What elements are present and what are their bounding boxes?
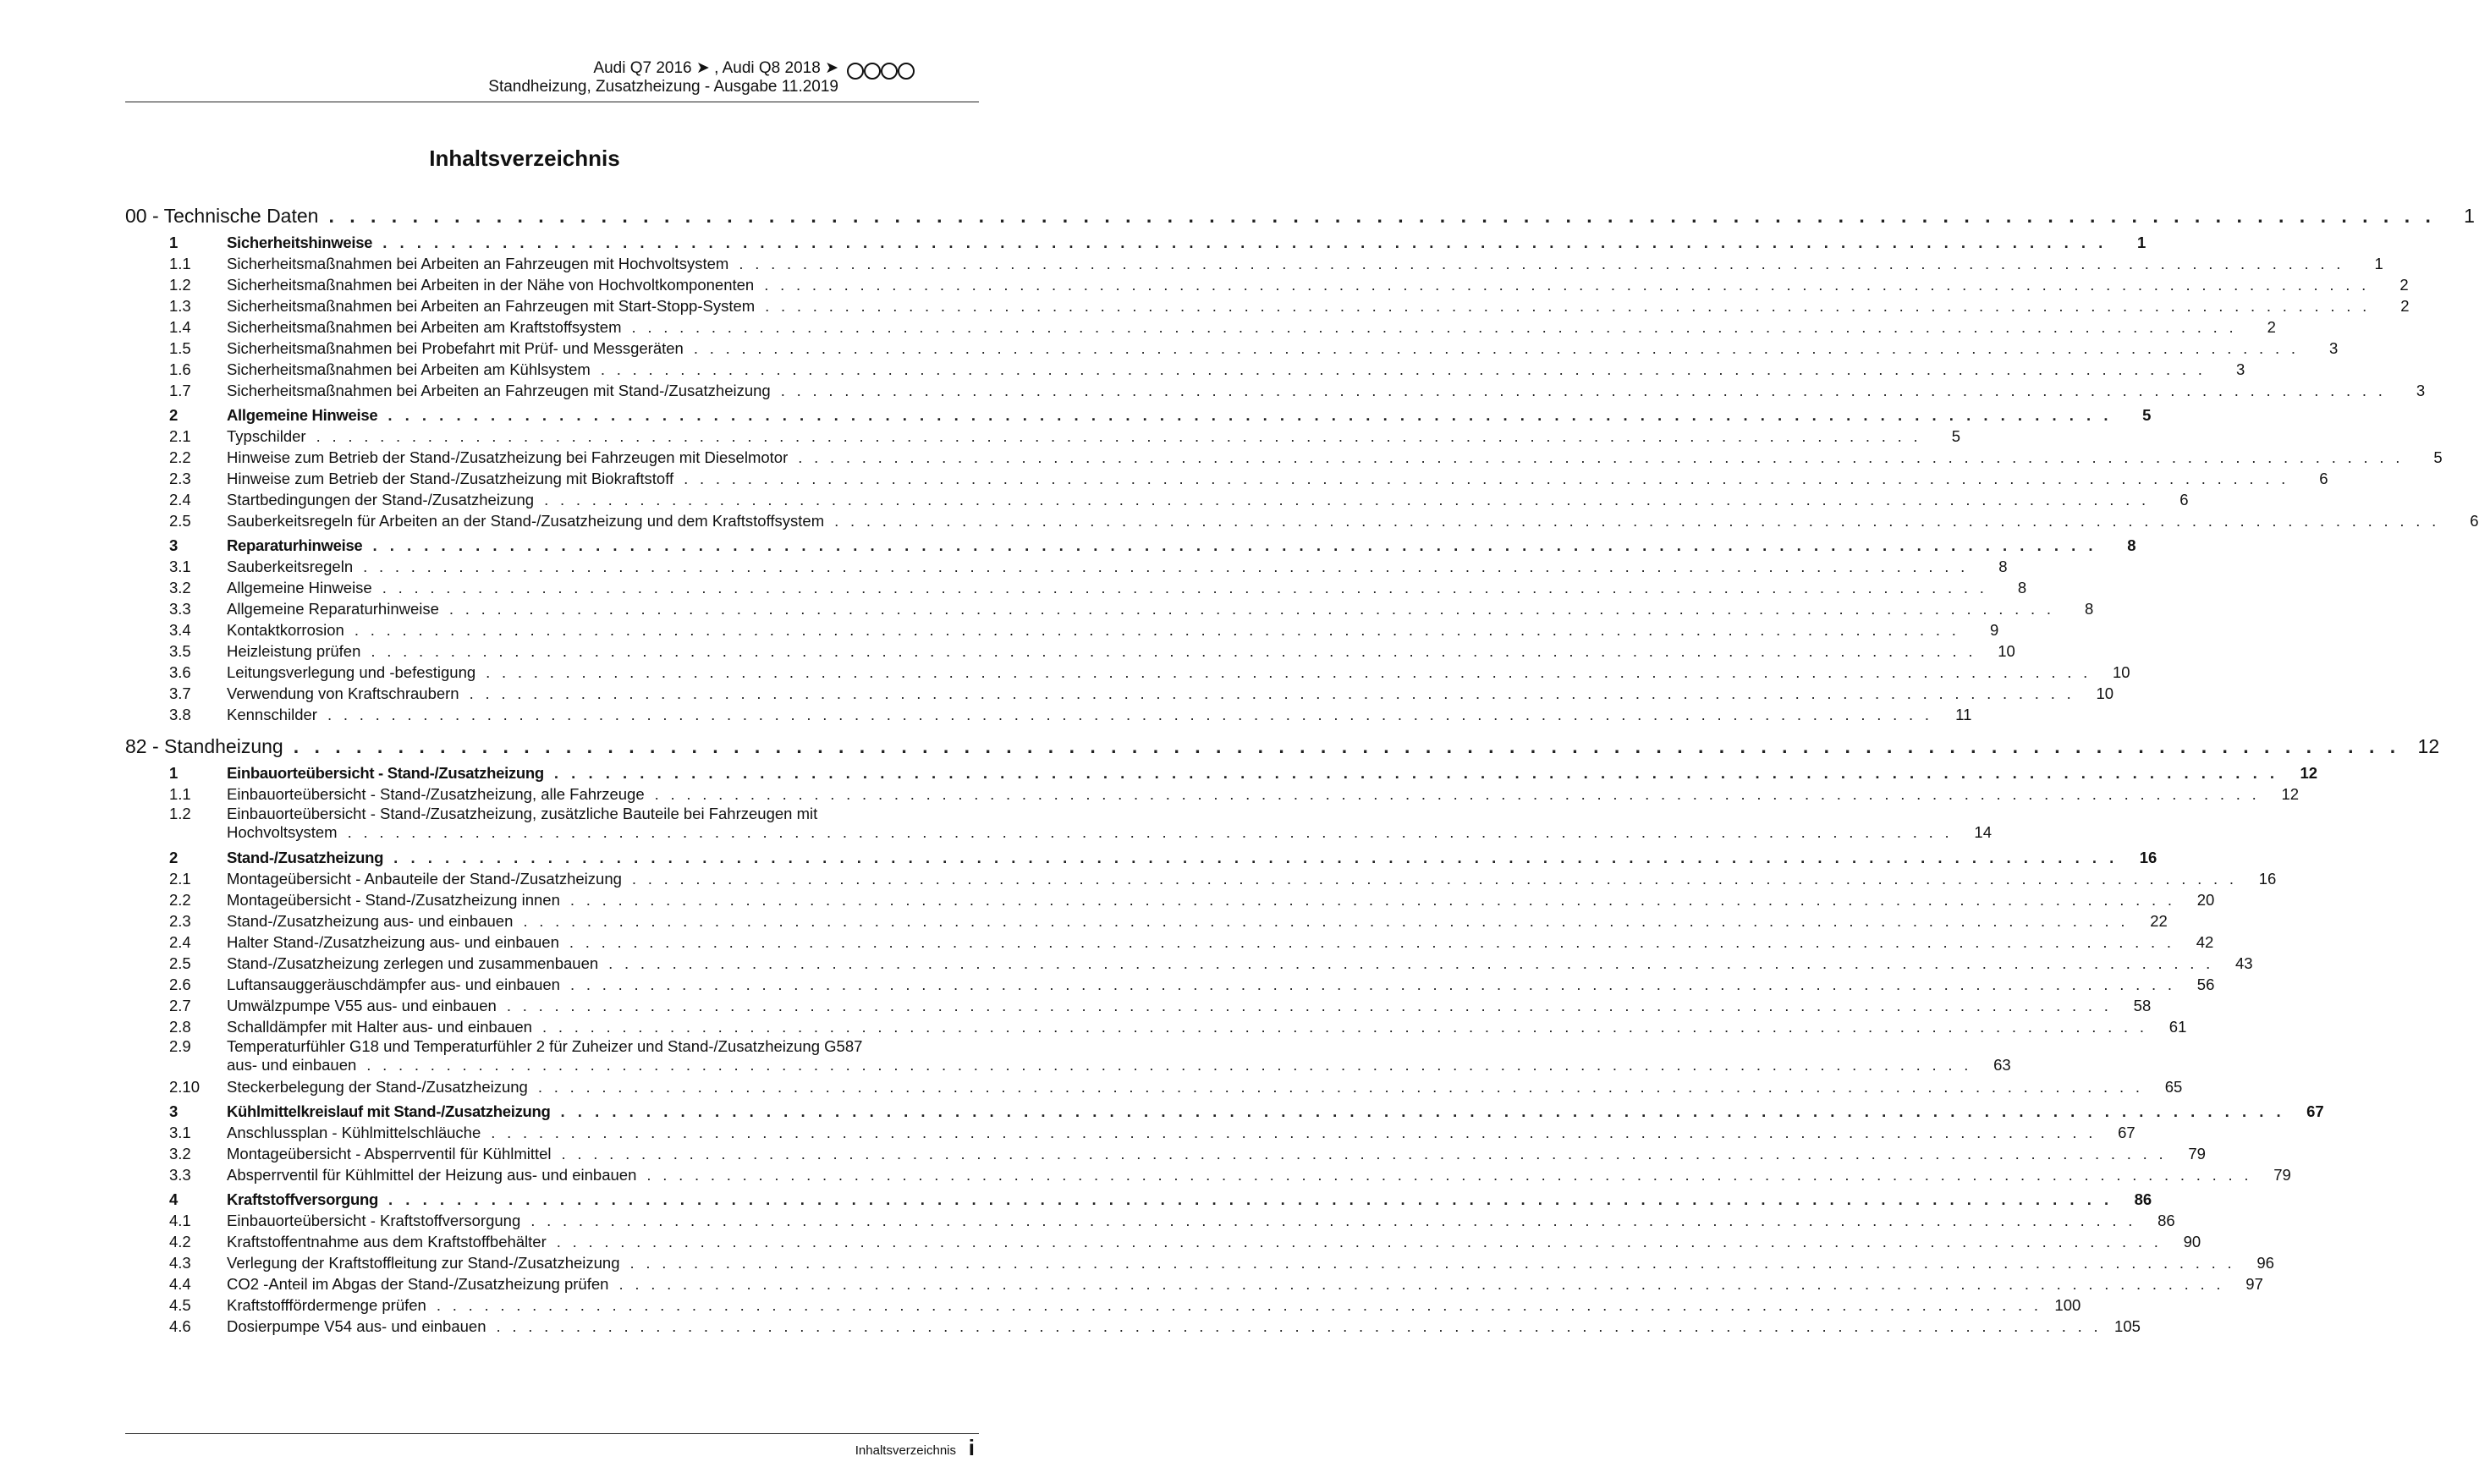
toc-entry[interactable] xyxy=(125,1016,2187,1037)
leader-dots: . . . . . . . . . . . . . . . . . . . . . . . . . . . . . . . . . . . . . . . . . . . . . . . . . . . . . . . . . . . . . . . . . . . . . . . . . . . . . . . . . . . . . . . . . . . . . . . . . . . . . xyxy=(764,276,2370,294)
section-number: 3.6 xyxy=(169,663,191,681)
leader-dots: . . . . . . . . . . . . . . . . . . . . . . . . . . . . . . . . . . . . . . . . . . . . . . . . . . . . . . . . . . . . . . . . . . . . . . . . . . . . . . . . . . . . . . . . . . . . . . . . . . . . . xyxy=(780,382,2387,399)
toc-entry[interactable] xyxy=(125,274,2409,295)
section-title: Heizleistung prüfen xyxy=(227,642,361,660)
section-title: Umwälzpumpe V55 aus- und einbauen xyxy=(227,997,497,1014)
section-number: 1 xyxy=(169,234,179,251)
leader-dots: . . . . . . . . . . . . . . . . . . . . . . . . . . . . . . . . . . . . . . . . . . . . . . . . . . . . . . . . . . . . . . . . . . . . . . . . . . . . . . . . . . . . . . . . . . . . . . . . . . . . . xyxy=(629,1254,2235,1272)
section-title: Sicherheitshinweise xyxy=(227,234,373,251)
section-number: 1.4 xyxy=(169,318,191,336)
section-number: 2.6 xyxy=(169,976,191,993)
leader-dots: . . . . . . . . . . . . . . . . . . . . . . . . . . . . . . . . . . . . . . . . . . . . . . . . . . . . . . . . . . . . . . . . . . . . . . . . . . . . . . . . . . . . . . . . . . . . . . . . . . . . . xyxy=(684,470,2289,487)
section-number: 1.7 xyxy=(169,382,191,399)
leader-dots: . . . . . . . . . . . . . . . . . . . . . . . . . . . . . . . . . . . . . . . . . . . . . . . . . . . . . . . . . . . . . . . . . . . . . . . . . . . . . . . . . . . . . . . . . . . . . . . . . . . . . xyxy=(544,491,2150,508)
toc-section-entry[interactable] xyxy=(125,847,2157,868)
toc-entry[interactable] xyxy=(125,1210,2175,1231)
section-number: 2.5 xyxy=(169,954,191,972)
leader-dots: . . . . . . . . . . . . . . . . . . . . . . . . . . . . . . . . . . . . . . . . . . . . . . . . . . . . . . . . . . . . . . . . . . . . . . . . . . . . . . . . . . . . . . . . . . . . . . . . . . . . . xyxy=(393,849,2119,866)
leader-dots: . . . . . . . . . . . . . . . . . . . . . . . . . . . . . . . . . . . . . . . . . . . . . . . . . . . . . . . . . . . . . . . . . . . . . . . . . . . . . . . . . . . . . . . . . . . . . . . . . . . . . xyxy=(560,1102,2285,1120)
leader-dots: . . . . . . . . . . . . . . . . . . . . . . . . . . . . . . . . . . . . . . . . . . . . . . . . . . . . . . . . . . . . . . . . . . . . . . . . . . . . . . . . . . . . . . . . . . . . . . . . . . . . . xyxy=(496,1317,2102,1335)
section-number: 2 xyxy=(169,406,179,424)
section-number: 1.1 xyxy=(169,785,191,803)
leader-dots: . . . . . . . . . . . . . . . . . . . . . . . . . . . . . . . . . . . . . . . . . . . . . . . . . . . . . . . . . . . . . . . . . . . . . . . . . . . . . . . . . . . . . . . . . . . . . . . . . . . . . xyxy=(486,663,2091,681)
section-title: Schalldämpfer mit Halter aus- und einbauen xyxy=(227,1018,532,1036)
section-number: 3.2 xyxy=(169,1145,191,1162)
section-title: Sicherheitsmaßnahmen bei Probefahrt mit Prüf- und Messgeräten xyxy=(227,339,684,357)
leader-dots: . . . . . . . . . . . . . . . . . . . . . . . . . . . . . . . . . . . . . . . . . . . . . . . . . . . . . . . . . . . . . . . . . . . . . . . . . . . . . . . . . . . . . . . . . . . . . . . . . . . . . xyxy=(316,427,1921,445)
page-number: 6 xyxy=(2179,491,2189,508)
toc-section-entry[interactable] xyxy=(125,535,2136,556)
section-number: 2.3 xyxy=(169,470,191,487)
toc-section-entry[interactable] xyxy=(125,404,2152,426)
section-title: Kühlmittelkreislauf mit Stand-/Zusatzheizung xyxy=(227,1102,551,1120)
page-number: 56 xyxy=(2196,976,2215,993)
toc-entry[interactable] xyxy=(125,1122,2135,1143)
toc-entry[interactable] xyxy=(125,253,2383,274)
section-title: Sicherheitsmaßnahmen bei Arbeiten an Fahrzeugen mit Hochvoltsystem xyxy=(227,255,729,272)
page-number: 9 xyxy=(1989,621,1999,639)
section-number: 1.5 xyxy=(169,339,191,357)
page-number: 10 xyxy=(2113,663,2130,681)
section-title: Kraftstofffördermenge prüfen xyxy=(227,1296,426,1314)
section-number: 3.4 xyxy=(169,621,191,639)
section-title: Sicherheitsmaßnahmen bei Arbeiten am Kraftstoffsystem xyxy=(227,318,622,336)
section-title: Reparaturhinweise xyxy=(227,536,363,554)
section-number: 2.5 xyxy=(169,512,191,530)
section-title: Stand-/Zusatzheizung xyxy=(227,849,384,866)
entry-line xyxy=(169,1056,2011,1075)
section-number: 3.2 xyxy=(169,579,191,596)
section-title: Dosierpumpe V54 aus- und einbauen xyxy=(227,1317,486,1335)
toc-entry[interactable] xyxy=(125,868,2277,889)
footer-label: Inhaltsverzeichnis xyxy=(855,1443,956,1458)
leader-dots: . . . . . . . . . . . . . . . . . . . . . . . . . . . . . . . . . . . . . . . . . . . . . . . . . . . . . . . . . . . . . . . . . . . . . . . . . . . . . . . . . . . . . . . . . . . . . . . . . . . . . xyxy=(631,318,2237,336)
leader-dots: . . . . . . . . . . . . . . . . . . . . . . . . . . . . . . . . . . . . . . . . . . . . . . . . . . . . . . . . . . . . . . . . . . . . . . . . . . . . . . . . . . . . . . . . . . . . . . . . . . . . . xyxy=(739,255,2344,272)
page-number: 10 xyxy=(2096,684,2114,702)
page-title: Inhaltsverzeichnis xyxy=(429,146,620,171)
leader-dots: . . . . . . . . . . . . . . . . . . . . . . . . . . . . . . . . . . . . . . . . . . . . . . . . . . . . . . . . . . . . . . . . . . . . . . . . . . . . . . . . . . . . . . . . . . . . . . . . . . . . . xyxy=(469,684,2075,702)
section-title: Einbauorteübersicht - Stand-/Zusatzheizung xyxy=(227,764,544,782)
page-number: 1 xyxy=(2374,255,2383,272)
page-number: 79 xyxy=(2273,1166,2291,1184)
table-of-contents xyxy=(125,201,2479,1337)
section-title: Temperaturfühler G18 und Temperaturfühler 2 für Zuheizer und Stand-/Zusatzheizung G587 xyxy=(227,1037,863,1055)
section-number: 4 xyxy=(169,1190,179,1208)
page-number: 8 xyxy=(1998,558,2008,575)
page-number: 2 xyxy=(2400,297,2410,315)
section-number: 2.9 xyxy=(169,1037,191,1055)
section-title: Kraftstoffentnahme aus dem Kraftstoffbehälter xyxy=(227,1233,547,1250)
section-title-cont: aus- und einbauen xyxy=(227,1056,357,1074)
page-header xyxy=(488,59,918,96)
page-number: 8 xyxy=(2085,600,2094,618)
page-number: 20 xyxy=(2196,891,2215,909)
section-title: Halter Stand-/Zusatzheizung aus- und einbauen xyxy=(227,933,559,951)
page-number: 58 xyxy=(2133,997,2152,1014)
leader-dots: . . . . . . . . . . . . . . . . . . . . . . . . . . . . . . . . . . . . . . . . . . . . . . . . . . . . . . . . . . . . . . . . . . . . . . . . . . . . . . . . . . . . . . . . . . . . . . . . . . . . . xyxy=(388,406,2113,424)
page-number: 10 xyxy=(1998,642,2015,660)
toc-section-entry[interactable] xyxy=(125,1189,2152,1210)
toc-entry[interactable] xyxy=(125,426,1960,447)
leader-dots: . . . . . . . . . . . . . . . . . . . . . . . . . . . . . . . . . . . . . . . . . . . . . . . . . . . . . . . . . . . . . . . . . . . . . . . . . . . . . . . . . . . . . . . . . . . . . . . . . . . . . xyxy=(354,621,1960,639)
toc-entry[interactable] xyxy=(125,1164,2291,1185)
page-number: 5 xyxy=(2433,448,2443,466)
section-number: 1.3 xyxy=(169,297,191,315)
toc-entry[interactable] xyxy=(125,598,2094,619)
page-number: 96 xyxy=(2256,1254,2274,1272)
section-title: Hinweise zum Betrieb der Stand-/Zusatzheizung bei Fahrzeugen mit Dieselmotor xyxy=(227,448,789,466)
toc-entry[interactable] xyxy=(125,380,2426,401)
toc-entry[interactable] xyxy=(125,910,2168,932)
toc-entry[interactable] xyxy=(125,974,2215,995)
page-number: 105 xyxy=(2114,1317,2141,1335)
page-number: 3 xyxy=(2328,339,2339,357)
toc-chapter-entry[interactable] xyxy=(125,734,2440,759)
section-number: 2.1 xyxy=(169,870,191,888)
leader-dots: . . . . . . . . . . . . . . . . . . . . . . . . . . . . . . . . . . . . . . . . . . . . . . . . . . . . . . . . . . . . . . . . . . . . . . . . . . . . . . . . . . . . . . . . . . . . . . . . . . . . . xyxy=(556,1233,2163,1250)
section-title: Typschilder xyxy=(227,427,306,445)
page-number: 61 xyxy=(2168,1018,2187,1036)
toc-chapter-entry[interactable] xyxy=(125,203,2475,228)
leader-dots: . . . . . . . . . . . . . . . . . . . . . . . . . . . . . . . . . . . . . . . . . . . . . . . . . . . . . . . . . . . . . . . . . . . . . . . . . . . . . . . . . . . . . . . . . . . . . . . . . . . . . xyxy=(600,360,2207,378)
section-title: Kennschilder xyxy=(227,706,317,723)
chapter-spacer xyxy=(125,725,980,732)
page-number: 3 xyxy=(2416,382,2426,399)
section-title: Sauberkeitsregeln für Arbeiten an der Stand-/Zusatzheizung und dem Kraftstoffsystem xyxy=(227,512,825,530)
page-number: 90 xyxy=(2183,1233,2201,1250)
leader-dots: . . . . . . . . . . . . . . . . . . . . . . . . . . . . . . . . . . . . . . . . . . . . . . . . . . . . . . . . . . . . . . . . . . . . . . . . . . . . . . . . . . . . . . . . . . . . . . . . . . . . . xyxy=(448,600,2055,618)
section-title: Stand-/Zusatzheizung aus- und einbauen xyxy=(227,912,514,930)
toc-entry[interactable] xyxy=(125,468,2328,489)
page-number: 8 xyxy=(2127,536,2136,554)
section-title: Steckerbelegung der Stand-/Zusatzheizung xyxy=(227,1078,528,1096)
header-models: Audi Q7 2016 ➤ , Audi Q8 2018 ➤ xyxy=(593,59,838,77)
toc-entry[interactable] xyxy=(125,447,2443,468)
section-title: Kraftstoffversorgung xyxy=(227,1190,379,1208)
leader-dots: . . . . . . . . . . . . . . . . . . . . . . . . . . . . . . . . . . . . . . . . . . . . . . . . . . . . . . . . . . . . . . . . . . . . . . . . . . . . . . . . . . . . . . . . . . . . . . . . . . . . . xyxy=(388,1190,2113,1208)
page-number: 2 xyxy=(2399,276,2409,294)
leader-dots: . . . . . . . . . . . . . . . . . . . . . . . . . . . . . . . . . . . . . . . . . . . . . . . . . . . . . . . . . . . . . . . . . . . . . . . . . . . . . . . . . . . . . . . . . . . . . . . . . . . . . xyxy=(646,1166,2252,1184)
section-number: 3.1 xyxy=(169,1124,191,1141)
section-title: Sicherheitsmaßnahmen bei Arbeiten an Fahrzeugen mit Stand-/Zusatzheizung xyxy=(227,382,771,399)
leader-dots: . . . . . . . . . . . . . . . . . . . . . . . . . . . . . . . . . . . . . . . . . . . . . . . . . . . . . . . . . . . . . . . . . . . . . . . . . . . . . . . . . . . . . . . . . . . . . . . . . . . . . xyxy=(363,558,1969,575)
section-number: 2.8 xyxy=(169,1018,191,1036)
chapter-title: 82 - Standheizung xyxy=(125,735,283,757)
leader-dots: . . . . . . . . . . . . . . . . . . . . . . . . . . . . . . . . . . . . . . . . . . . . . . . . . . . . . . . . . . . . . . . . . . . . . . . . . . . . . . . . . . . . . . . . . . . . . . . . . . . . . xyxy=(654,785,2261,803)
section-number: 2.4 xyxy=(169,491,191,508)
section-title: Montageübersicht - Stand-/Zusatzheizung innen xyxy=(227,891,560,909)
page-number: 43 xyxy=(2234,954,2253,972)
toc-entry[interactable] xyxy=(125,619,1999,640)
leader-dots: . . . . . . . . . . . . . . . . . . . . . . . . . . . . . . . . . . . . . . . . . . . . . . . . . . . . . . . . . . . . . . . . . . . . . . . . . . . . . . . . . . . . . . . . . . . . . . . . . . . . . xyxy=(506,997,2113,1014)
toc-entry[interactable] xyxy=(125,1252,2274,1273)
leader-dots: . . . . . . . . . . . . . . . . . . . . . . . . . . . . . . . . . . . . . . . . . . . . . . . . . . . . . . . . . . . . . . . . . . . . . . . . . . . . . . . . . . . . . . . . . . . . . . . . . . . . . xyxy=(530,1212,2136,1229)
section-title: Luftansauggeräuschdämpfer aus- und einbauen xyxy=(227,976,560,993)
header-subtitle: Standheizung, Zusatzheizung - Ausgabe 11.2019 xyxy=(488,78,838,96)
page-number: 14 xyxy=(1974,823,1992,841)
page-number: 11 xyxy=(1955,706,1972,723)
toc-entry[interactable] xyxy=(125,995,2152,1016)
section-title: Sicherheitsmaßnahmen bei Arbeiten in der Nähe von Hochvoltkomponenten xyxy=(227,276,755,294)
toc-section-entry[interactable] xyxy=(125,1101,2324,1122)
toc-entry[interactable] xyxy=(125,1294,2081,1316)
toc-entry[interactable] xyxy=(125,662,2130,683)
page-number: 22 xyxy=(2150,912,2168,930)
section-title: Montageübersicht - Anbauteile der Stand-/Zusatzheizung xyxy=(227,870,622,888)
leader-dots: . . . . . . . . . . . . . . . . . . . . . . . . . . . . . . . . . . . . . . . . . . . . . . . . . . . . . . . . . . . . . . . . . . . . . . . . . . . . . . . . . . . . . . . . . . . . . . . . . . . . . xyxy=(366,1056,1972,1074)
page-number: 79 xyxy=(2188,1145,2206,1162)
section-number: 1.6 xyxy=(169,360,191,378)
toc-entry[interactable] xyxy=(125,489,2189,510)
toc-entry[interactable] xyxy=(125,295,2410,316)
page-number: 67 xyxy=(2118,1124,2135,1141)
leader-dots: . . . . . . . . . . . . . . . . . . . . . . . . . . . . . . . . . . . . . . . . . . . . . . . . . . . . . . . . . . . . . . . . . . . . . . . . . . . . . . . . . . . . . . . . . . . . . . . . . . . . . xyxy=(569,976,2176,993)
section-number: 3.3 xyxy=(169,600,191,618)
section-title: Einbauorteübersicht - Stand-/Zusatzheizung, zusätzliche Bauteile bei Fahrzeugen mit xyxy=(227,805,818,822)
section-title: Verlegung der Kraftstoffleitung zur Stand-/Zusatzheizung xyxy=(227,1254,620,1272)
leader-dots: . . . . . . . . . . . . . . . . . . . . . . . . . . . . . . . . . . . . . . . . . . . . . . . . . . . . . . . . . . . . . . . . . . . . . . . . . . . . . . . . . . . . . . . . . . . . . . . . . . . . . xyxy=(372,536,2097,554)
section-title: Absperrventil für Kühlmittel der Heizung aus- und einbauen xyxy=(227,1166,637,1184)
audi-rings-icon xyxy=(845,62,918,80)
toc-entry[interactable] xyxy=(125,1231,2201,1252)
toc-entry[interactable] xyxy=(125,953,2253,974)
page-number: 65 xyxy=(2164,1078,2183,1096)
leader-dots: . . . . . . . . . . . . . . . . . . . . . . . . . . . . . . . . . . . . . . . . . . . . . . . . . . . . . . . . . . . . . . . . . . . . . . . . . . . . . . . . . . . . . . . . . . . . . . . . . . . . . xyxy=(569,933,2175,951)
toc-section-entry[interactable] xyxy=(125,762,2318,783)
section-number: 2 xyxy=(169,849,179,866)
leader-dots: . . . . . . . . . . . . . . . . . . . . . . . . . . . . . . . . . . . . . . . . . . . . . . . . . . . . . . . . . . . . . . . . . . . . . . . . . . . . . . . . . . . . . . . . . . . . . . . . . . . . . xyxy=(491,1124,2097,1141)
toc-entry[interactable] xyxy=(125,640,2015,662)
section-number: 4.5 xyxy=(169,1296,191,1314)
page-number: 63 xyxy=(1993,1056,2011,1074)
section-title: Sicherheitsmaßnahmen bei Arbeiten am Kühlsystem xyxy=(227,360,591,378)
page-number: 1 xyxy=(2137,234,2146,251)
chapter-title: 00 - Technische Daten xyxy=(125,205,319,227)
entry-line xyxy=(169,805,980,823)
toc-entry[interactable] xyxy=(125,1076,2183,1097)
page-number: 97 xyxy=(2245,1275,2263,1293)
leader-dots: . . . . . . . . . . . . . . . . . . . . . . . . . . . . . . . . . . . . . . . . . . . . . . . . . . . . . . . . . . . . . . . . . . . . . . . . . . . . . . . . . . . . . . . . . . . . . . . . . . . . . xyxy=(523,912,2129,930)
leader-dots: . . . . . . . . . . . . . . . . . . . . . . . . . . . . . . . . . . . . . . . . . . . . . . . . . . . . . . . . . . . . . . . . . . . . . . . . . . . . . . . . . . . . . . . . . . . . . . . . . . . . . xyxy=(436,1296,2042,1314)
toc-entry[interactable] xyxy=(125,1316,2141,1337)
toc-entry[interactable] xyxy=(125,316,2276,338)
section-title: Hinweise zum Betrieb der Stand-/Zusatzheizung mit Biokraftstoff xyxy=(227,470,674,487)
section-title: Allgemeine Hinweise xyxy=(227,406,378,424)
section-title: Allgemeine Hinweise xyxy=(227,579,372,596)
section-number: 3.7 xyxy=(169,684,191,702)
section-number: 2.2 xyxy=(169,891,191,909)
leader-dots: . . . . . . . . . . . . . . . . . . . . . . . . . . . . . . . . . . . . . . . . . . . . . . . . . . . . . . . . . . . . . . . . . . . . . . . . . . . . . . . . . . . . . . . . . . . . . . . . . . . . . xyxy=(618,1275,2224,1293)
page-number: 6 xyxy=(2319,470,2328,487)
page-number: 86 xyxy=(2134,1190,2152,1208)
section-title: Sauberkeitsregeln xyxy=(227,558,354,575)
section-title: Montageübersicht - Absperrventil für Kühlmittel xyxy=(227,1145,552,1162)
page-number: 12 xyxy=(2417,735,2440,757)
section-number: 2.3 xyxy=(169,912,191,930)
section-number: 3.3 xyxy=(169,1166,191,1184)
page-number: 12 xyxy=(2300,764,2318,782)
leader-dots: . . . . . . . . . . . . . . . . . . . . . . . . . . . . . . . . . . . . . . . . . . . . . . . . . . . . . . . . . . . . . . . . . . . . . . . . . . . . . . . . . . . . . . . . . . . . . . . . . . . . . xyxy=(608,954,2214,972)
leader-dots: . . . . . . . . . . . . . . . . . . . . . . . . . . . . . . . . . . . . . . . . . . . . . . . . . . . . . . . . . . . . . . . . . . . . . . . . . . . . . . . . . . . . . . . . . . . . . . . . . . . . . xyxy=(631,870,2238,888)
toc-entry[interactable] xyxy=(125,932,2214,953)
section-title-cont: Hochvoltsystem xyxy=(227,823,338,841)
toc-entry[interactable] xyxy=(125,704,1972,725)
page-number: 67 xyxy=(2306,1102,2324,1120)
toc-entry[interactable] xyxy=(125,556,2008,577)
footer-divider xyxy=(125,1433,979,1434)
page-number: 3 xyxy=(2235,360,2245,378)
section-number: 4.3 xyxy=(169,1254,191,1272)
toc-entry[interactable] xyxy=(125,805,1992,844)
entry-line xyxy=(169,1037,980,1056)
leader-dots: . . . . . . . . . . . . . . . . . . . . . . . . . . . . . . . . . . . . . . . . . . . . . . . . . . . . . . . . . . . . . . . . . . . . . . . . . . . . . . . . . . . . . . . . . . . . . . . . . . . . . xyxy=(569,891,2176,909)
toc-entry[interactable] xyxy=(125,359,2245,380)
footer-page-number: i xyxy=(968,1435,975,1460)
section-number: 2.4 xyxy=(169,933,191,951)
section-number: 1.2 xyxy=(169,805,191,822)
page-number: 6 xyxy=(2470,512,2479,530)
section-title: CO2 -Anteil im Abgas der Stand-/Zusatzheizung prüfen xyxy=(227,1275,609,1293)
page-number: 5 xyxy=(2142,406,2152,424)
leader-dots: . . . . . . . . . . . . . . . . . . . . . . . . . . . . . . . . . . . . . . . . . . . . . . . . . . . . . . . . . . . . . . . . . . . . . . . . . . . . . . . . . . . . . . . . . . . . . . . . . . . . . xyxy=(328,205,2436,227)
section-number: 3.8 xyxy=(169,706,191,723)
section-number: 1 xyxy=(169,764,179,782)
leader-dots: . . . . . . . . . . . . . . . . . . . . . . . . . . . . . . . . . . . . . . . . . . . . . . . . . . . . . . . . . . . . . . . . . . . . . . . . . . . . . . . . . . . . . . . . . . . . . . . . . . . . . xyxy=(693,339,2300,357)
toc-entry[interactable] xyxy=(125,510,2479,531)
leader-dots: . . . . . . . . . . . . . . . . . . . . . . . . . . . . . . . . . . . . . . . . . . . . . . . . . . . . . . . . . . . . . . . . . . . . . . . . . . . . . . . . . . . . . . . . . . . . . . . . . . . . . xyxy=(382,579,1988,596)
page-number: 12 xyxy=(2281,785,2300,803)
leader-dots: . . . . . . . . . . . . . . . . . . . . . . . . . . . . . . . . . . . . . . . . . . . . . . . . . . . . . . . . . . . . . . . . . . . . . . . . . . . . . . . . . . . . . . . . . . . . . . . . . . . . . xyxy=(553,764,2279,782)
leader-dots: . . . . . . . . . . . . . . . . . . . . . . . . . . . . . . . . . . . . . . . . . . . . . . . . . . . . . . . . . . . . . . . . . . . . . . . . . . . . . . . . . . . . . . . . . . . . . . . . . . . . . xyxy=(327,706,1933,723)
toc-entry[interactable] xyxy=(125,1037,2011,1076)
leader-dots: . . . . . . . . . . . . . . . . . . . . . . . . . . . . . . . . . . . . . . . . . . . . . . . . . . . . . . . . . . . . . . . . . . . . . . . . . . . . . . . . . . . . . . . . . . . . . . . . . . . . . xyxy=(293,735,2401,757)
page-number: 8 xyxy=(2017,579,2027,596)
section-number: 3.1 xyxy=(169,558,191,575)
toc-entry[interactable] xyxy=(125,1143,2206,1164)
section-number: 4.4 xyxy=(169,1275,191,1293)
leader-dots: . . . . . . . . . . . . . . . . . . . . . . . . . . . . . . . . . . . . . . . . . . . . . . . . . . . . . . . . . . . . . . . . . . . . . . . . . . . . . . . . . . . . . . . . . . . . . . . . . . . . . xyxy=(541,1018,2148,1036)
section-title: Einbauorteübersicht - Kraftstoffversorgung xyxy=(227,1212,521,1229)
section-number: 2.1 xyxy=(169,427,191,445)
leader-dots: . . . . . . . . . . . . . . . . . . . . . . . . . . . . . . . . . . . . . . . . . . . . . . . . . . . . . . . . . . . . . . . . . . . . . . . . . . . . . . . . . . . . . . . . . . . . . . . . . . . . . xyxy=(798,448,2404,466)
page-number: 86 xyxy=(2157,1212,2175,1229)
section-number: 2.2 xyxy=(169,448,191,466)
leader-dots: . . . . . . . . . . . . . . . . . . . . . . . . . . . . . . . . . . . . . . . . . . . . . . . . . . . . . . . . . . . . . . . . . . . . . . . . . . . . . . . . . . . . . . . . . . . . . . . . . . . . . xyxy=(834,512,2440,530)
section-title: Stand-/Zusatzheizung zerlegen und zusammenbauen xyxy=(227,954,599,972)
page-number: 5 xyxy=(1951,427,1960,445)
section-number: 3 xyxy=(169,536,179,554)
section-number: 3 xyxy=(169,1102,179,1120)
leader-dots: . . . . . . . . . . . . . . . . . . . . . . . . . . . . . . . . . . . . . . . . . . . . . . . . . . . . . . . . . . . . . . . . . . . . . . . . . . . . . . . . . . . . . . . . . . . . . . . . . . . . . xyxy=(371,642,1976,660)
leader-dots: . . . . . . . . . . . . . . . . . . . . . . . . . . . . . . . . . . . . . . . . . . . . . . . . . . . . . . . . . . . . . . . . . . . . . . . . . . . . . . . . . . . . . . . . . . . . . . . . . . . . . xyxy=(561,1145,2167,1162)
toc-entry[interactable] xyxy=(125,338,2339,359)
toc-entry[interactable] xyxy=(125,1273,2263,1294)
section-number: 4.6 xyxy=(169,1317,191,1335)
leader-dots: . . . . . . . . . . . . . . . . . . . . . . . . . . . . . . . . . . . . . . . . . . . . . . . . . . . . . . . . . . . . . . . . . . . . . . . . . . . . . . . . . . . . . . . . . . . . . . . . . . . . . xyxy=(382,234,2108,251)
entry-line xyxy=(169,823,1992,842)
section-title: Verwendung von Kraftschraubern xyxy=(227,684,459,702)
leader-dots: . . . . . . . . . . . . . . . . . . . . . . . . . . . . . . . . . . . . . . . . . . . . . . . . . . . . . . . . . . . . . . . . . . . . . . . . . . . . . . . . . . . . . . . . . . . . . . . . . . . . . xyxy=(537,1078,2144,1096)
section-number: 2.7 xyxy=(169,997,191,1014)
section-number: 2.10 xyxy=(169,1078,201,1096)
page-number: 16 xyxy=(2139,849,2157,866)
section-title: Sicherheitsmaßnahmen bei Arbeiten an Fahrzeugen mit Start-Stopp-System xyxy=(227,297,756,315)
section-number: 3.5 xyxy=(169,642,191,660)
page-number: 2 xyxy=(2267,318,2276,336)
page-number: 42 xyxy=(2196,933,2214,951)
page-number: 1 xyxy=(2464,205,2475,227)
toc-section-entry[interactable] xyxy=(125,232,2146,253)
leader-dots: . . . . . . . . . . . . . . . . . . . . . . . . . . . . . . . . . . . . . . . . . . . . . . . . . . . . . . . . . . . . . . . . . . . . . . . . . . . . . . . . . . . . . . . . . . . . . . . . . . . . . xyxy=(347,823,1953,841)
section-title: Leitungsverlegung und -befestigung xyxy=(227,663,476,681)
toc-entry[interactable] xyxy=(125,683,2114,704)
leader-dots: . . . . . . . . . . . . . . . . . . . . . . . . . . . . . . . . . . . . . . . . . . . . . . . . . . . . . . . . . . . . . . . . . . . . . . . . . . . . . . . . . . . . . . . . . . . . . . . . . . . . . xyxy=(765,297,2371,315)
section-number: 4.2 xyxy=(169,1233,191,1250)
page-number: 100 xyxy=(2054,1296,2081,1314)
section-title: Einbauorteübersicht - Stand-/Zusatzheizung, alle Fahrzeuge xyxy=(227,785,645,803)
toc-entry[interactable] xyxy=(125,889,2215,910)
section-number: 4.1 xyxy=(169,1212,191,1229)
section-title: Kontaktkorrosion xyxy=(227,621,344,639)
section-title: Startbedingungen der Stand-/Zusatzheizung xyxy=(227,491,535,508)
section-number: 1.2 xyxy=(169,276,191,294)
toc-entry[interactable] xyxy=(125,577,2027,598)
section-title: Allgemeine Reparaturhinweise xyxy=(227,600,439,618)
page-number: 16 xyxy=(2258,870,2277,888)
section-title: Anschlussplan - Kühlmittelschläuche xyxy=(227,1124,481,1141)
section-number: 1.1 xyxy=(169,255,191,272)
toc-entry[interactable] xyxy=(125,783,2300,805)
